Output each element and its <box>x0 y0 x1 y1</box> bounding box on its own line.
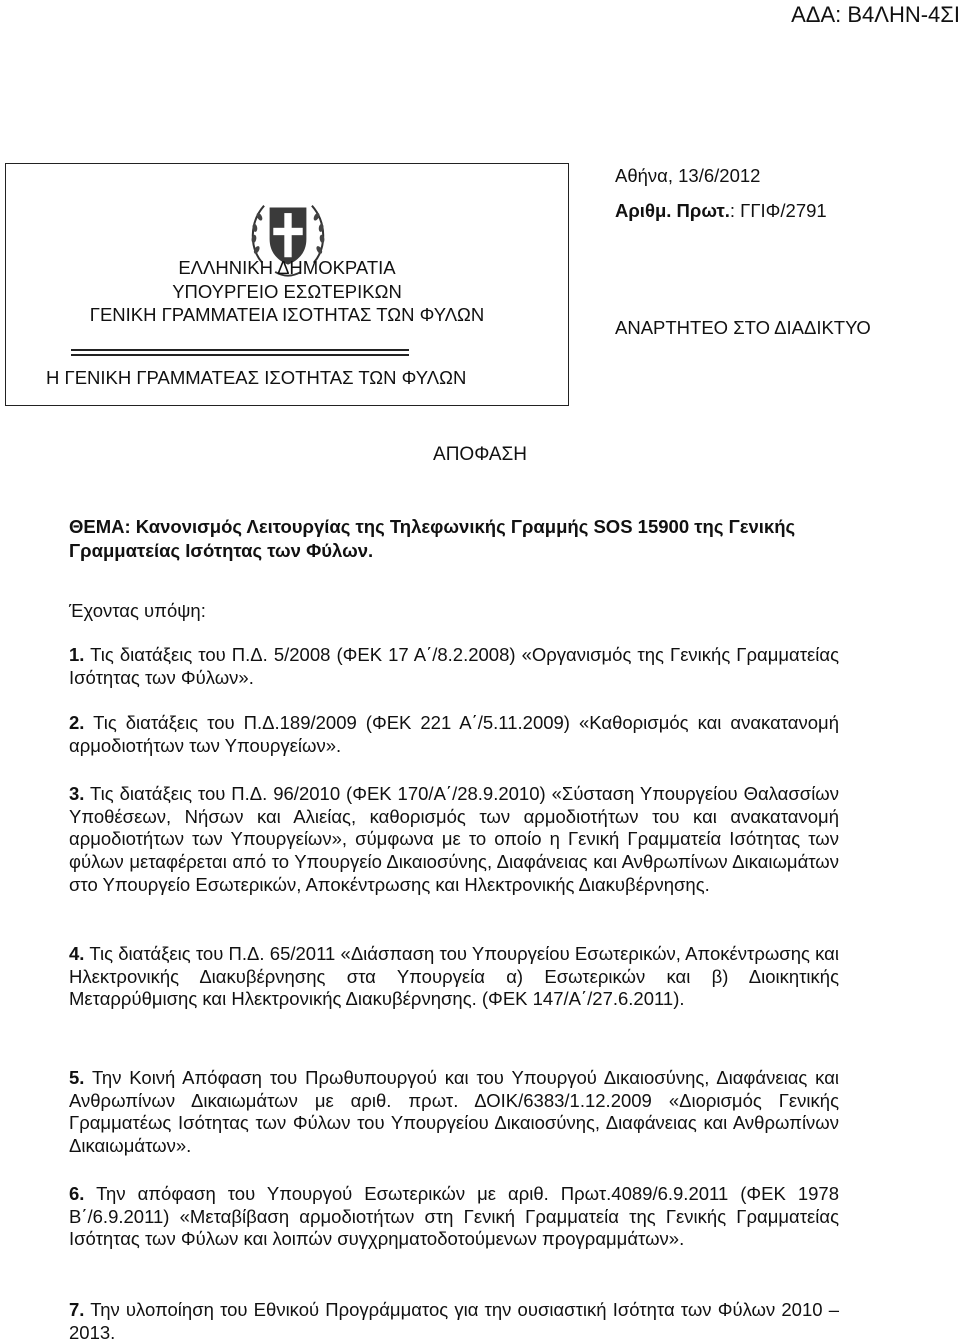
having-regard-heading: Έχοντας υπόψη: <box>69 600 206 621</box>
document-code: ΑΔΑ: Β4ΛΗΝ-4ΣΙ <box>791 2 960 27</box>
item-text: Την Κοινή Απόφαση του Πρωθυπουργού και του Υπουργού Δικαιοσύνης, Διαφάνειας και Ανθρωπίνων Δικαιωμάτων με αριθ. πρωτ. ΔΟΙΚ/6383/1.12.2009 «Διορισμός Γενικής Γραμματέως Ισότητας των Φύλων του Υπουργείου Δικαιοσύνης, Διαφάνειας και Ανθρωπίνων Δικαιωμάτων». <box>69 1067 839 1157</box>
considerations-item <box>69 783 839 897</box>
item-text: Τις διατάξεις του Π.Δ. 65/2011 «Διάσπαση του Υπουργείου Εσωτερικών, Αποκέντρωσης και Ηλεκτρονικής Διακυβέρνησης στα Υπουργεία α) Εσωτερικών και β) Διοικητικής Μεταρρύθμισης και Ηλεκτρονικής Διακυβέρνησης. (ΦΕΚ 147/Α΄/27.6.2011). <box>69 943 839 1010</box>
item-text: Τις διατάξεις του Π.Δ. 96/2010 (ΦΕΚ 170/Α΄/28.9.2010) «Σύσταση Υπουργείου Θαλασσίων Υποθέσεων, Νήσων και Αλιείας, καθορισμός των αρμοδιοτήτων του και ανακατανομή αρμοδιοτήτων των Υπουργείων», σύμφωνα με το οποίο η Γενική Γραμματεία Ισότητας των φύλων μεταφέρεται από το Υπουργείο Δικαιοσύνης, Διαφάνειας και Ανθρωπίνων Δικαιωμάτων στο Υπουργείο Εσωτερικών, Αποκέντρωσης και Ηλεκτρονικής Διακυβέρνησης. <box>69 783 839 895</box>
item-number: 1. <box>69 644 85 665</box>
protocol-label: Αριθμ. Πρωτ. <box>615 200 730 221</box>
item-text: Τις διατάξεις του Π.Δ. 5/2008 (ΦΕΚ 17 Α΄/8.2.2008) «Οργανισμός της Γενικής Γραμματείας Ισότητας των Φύλων». <box>69 644 839 688</box>
considerations-item <box>69 1299 839 1344</box>
decision-title: ΑΠΟΦΑΣΗ <box>433 444 527 465</box>
posted-online-note: ΑΝΑΡΤΗΤΕΟ ΣΤΟ ΔΙΑΔΙΚΤΥΟ <box>615 317 871 338</box>
considerations-item <box>69 943 839 1011</box>
protocol-value: : ΓΓΙΦ/2791 <box>729 200 827 221</box>
item-text: Την υλοποίηση του Εθνικού Προγράμματος για την ουσιαστική Ισότητα των Φύλων 2010 – 2013. <box>69 1299 839 1343</box>
item-number: 3. <box>69 783 85 804</box>
considerations-item <box>69 1067 839 1158</box>
item-number: 7. <box>69 1299 85 1320</box>
divider <box>71 349 409 351</box>
letterhead-line-ministry: ΥΠΟΥΡΓΕΙΟ ΕΣΩΤΕΡΙΚΩΝ <box>172 281 402 302</box>
considerations-item <box>69 1183 839 1251</box>
item-number: 4. <box>69 943 85 964</box>
letterhead-line-republic: ΕΛΛΗΝΙΚΗ ΔΗΜΟΚΡΑΤΙΑ <box>178 257 396 278</box>
considerations-item <box>69 644 839 689</box>
item-number: 2. <box>69 712 85 733</box>
item-number: 6. <box>69 1183 85 1204</box>
protocol-number <box>615 200 827 222</box>
considerations-item <box>69 712 839 757</box>
document-date: Αθήνα, 13/6/2012 <box>615 165 761 186</box>
item-text: Την απόφαση του Υπουργού Εσωτερικών με αριθ. Πρωτ.4089/6.9.2011 (ΦΕΚ 1978 Β΄/6.9.2011) «Μεταβίβαση αρμοδιοτήτων στη Γενική Γραμματεία της Γενικής Γραμματείας Ισότητας των Φύλων και λοιπών συγχρηματοδοτούμενων προγραμμάτων». <box>69 1183 839 1250</box>
divider <box>71 354 409 356</box>
letterhead-line-secretariat: ΓΕΝΙΚΗ ΓΡΑΜΜΑΤΕΙΑ ΙΣΟΤΗΤΑΣ ΤΩΝ ΦΥΛΩΝ <box>89 304 485 325</box>
item-number: 5. <box>69 1067 85 1088</box>
item-text: Τις διατάξεις του Π.Δ.189/2009 (ΦΕΚ 221 Α΄/5.11.2009) «Καθορισμός και ανακατανομή αρμοδιοτήτων των Υπουργείων». <box>69 712 839 756</box>
letterhead-box <box>5 163 569 406</box>
subject-line: ΘΕΜΑ: Κανονισμός Λειτουργίας της Τηλεφωνικής Γραμμής SOS 15900 της Γενικής Γραμματείας Ισότητας των Φύλων. <box>69 516 796 561</box>
letterhead-line-secretary-general: Η ΓΕΝΙΚΗ ΓΡΑΜΜΑΤΕΑΣ ΙΣΟΤΗΤΑΣ ΤΩΝ ΦΥΛΩΝ <box>46 367 467 388</box>
